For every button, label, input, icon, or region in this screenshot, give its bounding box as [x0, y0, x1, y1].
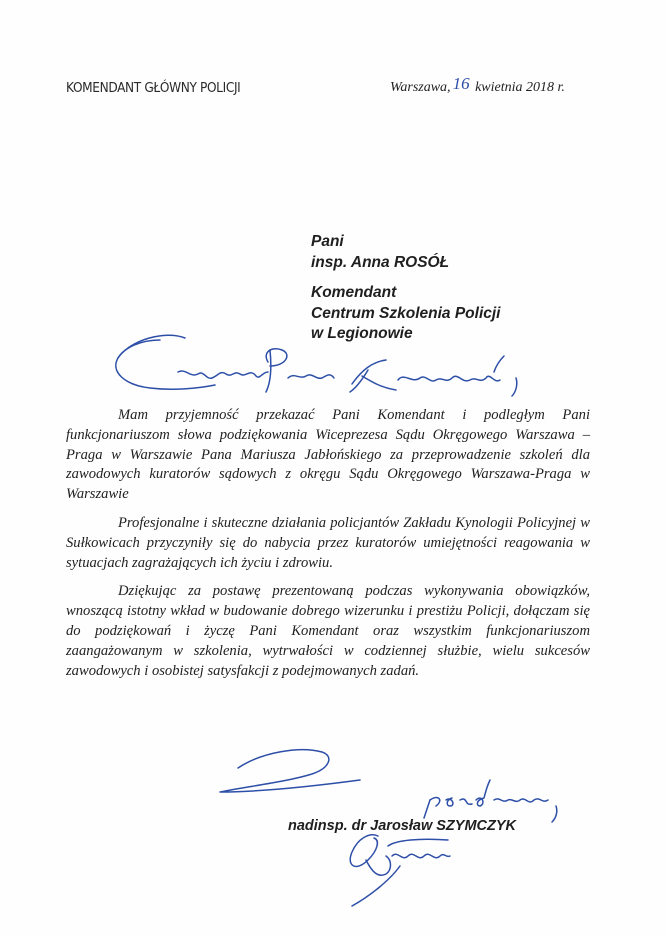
signatory-name: nadinsp. dr Jarosław SZYMCZYK — [288, 818, 517, 834]
recipient-institution: Centrum Szkolenia Policji — [311, 304, 501, 322]
date-place: Warszawa, — [390, 80, 451, 95]
date-day-handwritten: 16 — [452, 74, 470, 93]
letter-body — [66, 406, 590, 690]
date-line — [390, 76, 565, 96]
body-paragraph-1: Mam przyjemność przekazać Pani Komendant i podległym Pani funkcjonariuszom słowa podziękowania Wiceprezesa Sądu Okręgowego Warszawa – Praga w Warszawie Pana Mariusza Jabłońskiego za przeprowadzenie szkoleń dla zawodowych kuratorów sądowych z okręgu Sądu Okręgowego Warszawa-Praga w Warszawie — [66, 407, 590, 503]
recipient-salutation: Pani — [311, 233, 344, 250]
date-month-year: kwietnia 2018 r. — [475, 80, 565, 95]
body-paragraph-2: Profesjonalne i skuteczne działania policjantów Zakładu Kynologii Policyjnej w Sułkowicach przyczyniły się do nabycia przez kuratorów umiejętności reagowania w sytuacjach zagrażających ich życiu i zdrowiu. — [66, 514, 590, 571]
recipient-name: insp. Anna ROSÓŁ — [311, 253, 450, 271]
recipient-title: Komendant — [311, 284, 397, 301]
recipient-block — [311, 232, 501, 345]
recipient-location: w Legionowie — [311, 325, 413, 342]
body-paragraph-3: Dziękując za postawę prezentowaną podczas wykonywania obowiązków, wnoszącą istotny wkład w budowanie dobrego wizerunku i prestiżu Policji, dołączam się do podziękowań i życzę Pani Komendant oraz wszystkim funkcjonariuszom zaangażowanym w szkolenia, wytrwałości w codziennej służbie, wielu sukcesów zawodowych i osobistej satysfakcji z podejmowanych zadań. — [66, 583, 590, 679]
letterhead-organization: KOMENDANT GŁÓWNY POLICJI — [66, 80, 241, 96]
